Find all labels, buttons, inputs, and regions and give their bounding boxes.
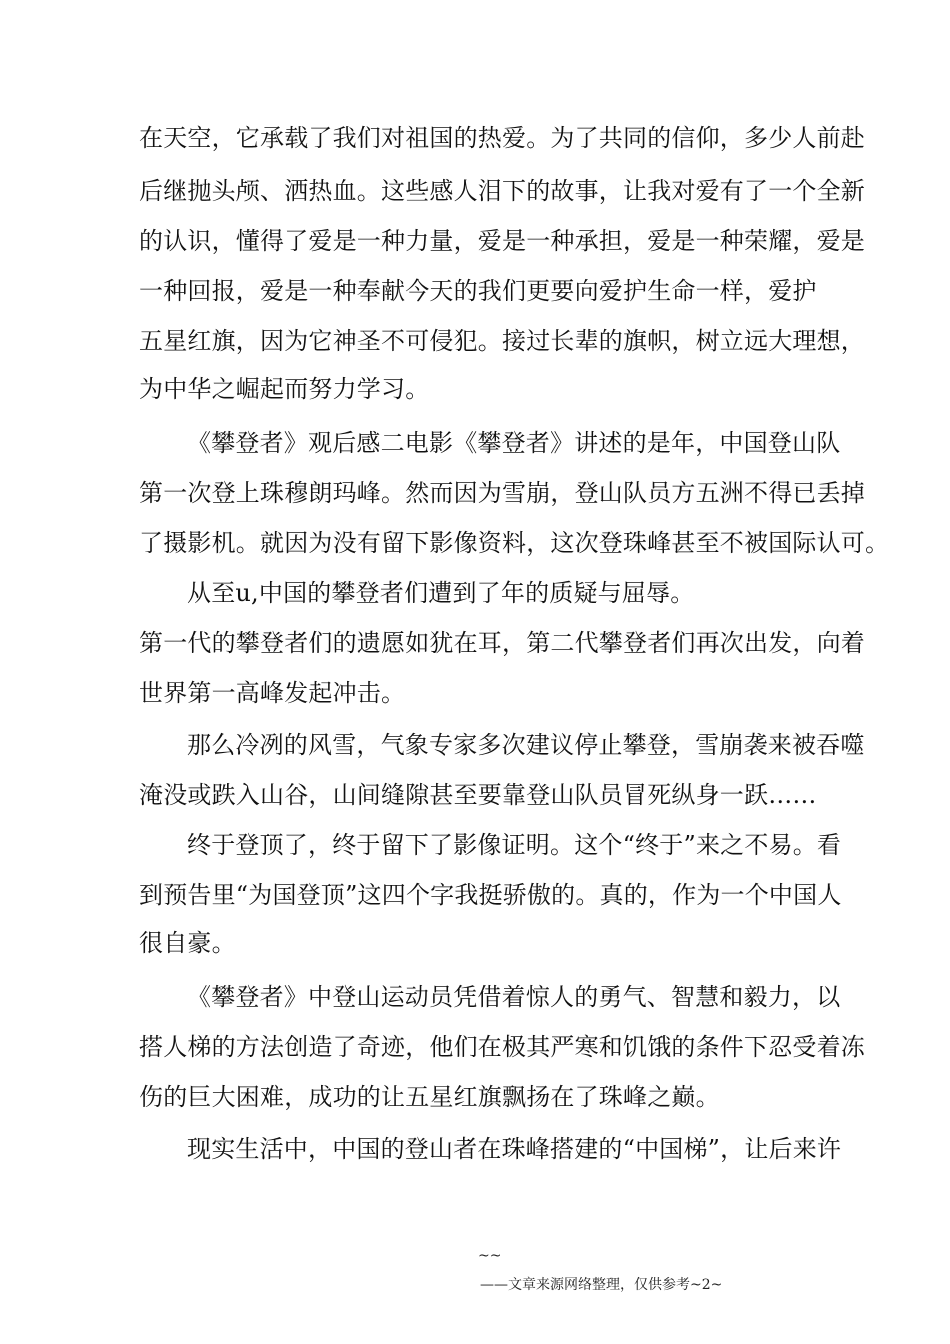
text-line: 搭人梯的方法创造了奇迹，他们在极其严寒和饥饿的条件下忍受着冻 (139, 1033, 865, 1061)
text-line: 五星红旗，因为它神圣不可侵犯。接过长辈的旗帜，树立远大理想， (139, 327, 865, 355)
footer-mark: ~~ (478, 1248, 502, 1264)
text-line: 世界第一高峰发起冲击。 (139, 679, 406, 707)
text-line: 那么冷冽的风雪，气象专家多次建议停止攀登，雪崩袭来被吞噬 (187, 731, 865, 759)
text-line: 后继抛头颅、洒热血。这些感人泪下的故事，让我对爱有了一个全新 (139, 177, 865, 205)
text-line: 到预告里“为国登顶”这四个字我挺骄傲的。真的，作为一个中国人 (139, 881, 842, 909)
text-line: 《攀登者》中登山运动员凭借着惊人的勇气、智慧和毅力，以 (187, 983, 841, 1011)
text-line: 现实生活中，中国的登山者在珠峰搭建的“中国梯”，让后来许 (187, 1135, 842, 1163)
text-line: 很自豪。 (139, 929, 236, 957)
text-line: 一种回报，爱是一种奉献今天的我们更要向爱护生命一样，爱护 (139, 277, 817, 305)
text-line: 淹没或跌入山谷，山间缝隙甚至要靠登山队员冒死纵身一跃…… (139, 781, 817, 809)
footer-note: ——文章来源网络整理，仅供参考~2~ (480, 1277, 723, 1293)
text-line: 第一代的攀登者们的遗愿如犹在耳，第二代攀登者们再次出发，向着 (139, 629, 865, 657)
text-line: 了摄影机。就因为没有留下影像资料，这次登珠峰甚至不被国际认可。 (139, 529, 890, 557)
text-line: 的认识，懂得了爱是一种力量，爱是一种承担，爱是一种荣耀，爱是 (139, 227, 865, 255)
text-line: 在天空，它承载了我们对祖国的热爱。为了共同的信仰，多少人前赴 (139, 124, 865, 152)
text-line: 终于登顶了，终于留下了影像证明。这个“终于”来之不易。看 (187, 831, 842, 859)
text-line: 伤的巨大困难，成功的让五星红旗飘扬在了珠峰之巅。 (139, 1083, 720, 1111)
text-line: 从至u,中国的攀登者们遭到了年的质疑与屈辱。 (187, 579, 695, 607)
text-line: 第一次登上珠穆朗玛峰。然而因为雪崩，登山队员方五洲不得已丢掉 (139, 479, 865, 507)
text-line: 《攀登者》观后感二电影《攀登者》讲述的是年，中国登山队 (187, 429, 841, 457)
text-line: 为中华之崛起而努力学习。 (139, 375, 430, 403)
